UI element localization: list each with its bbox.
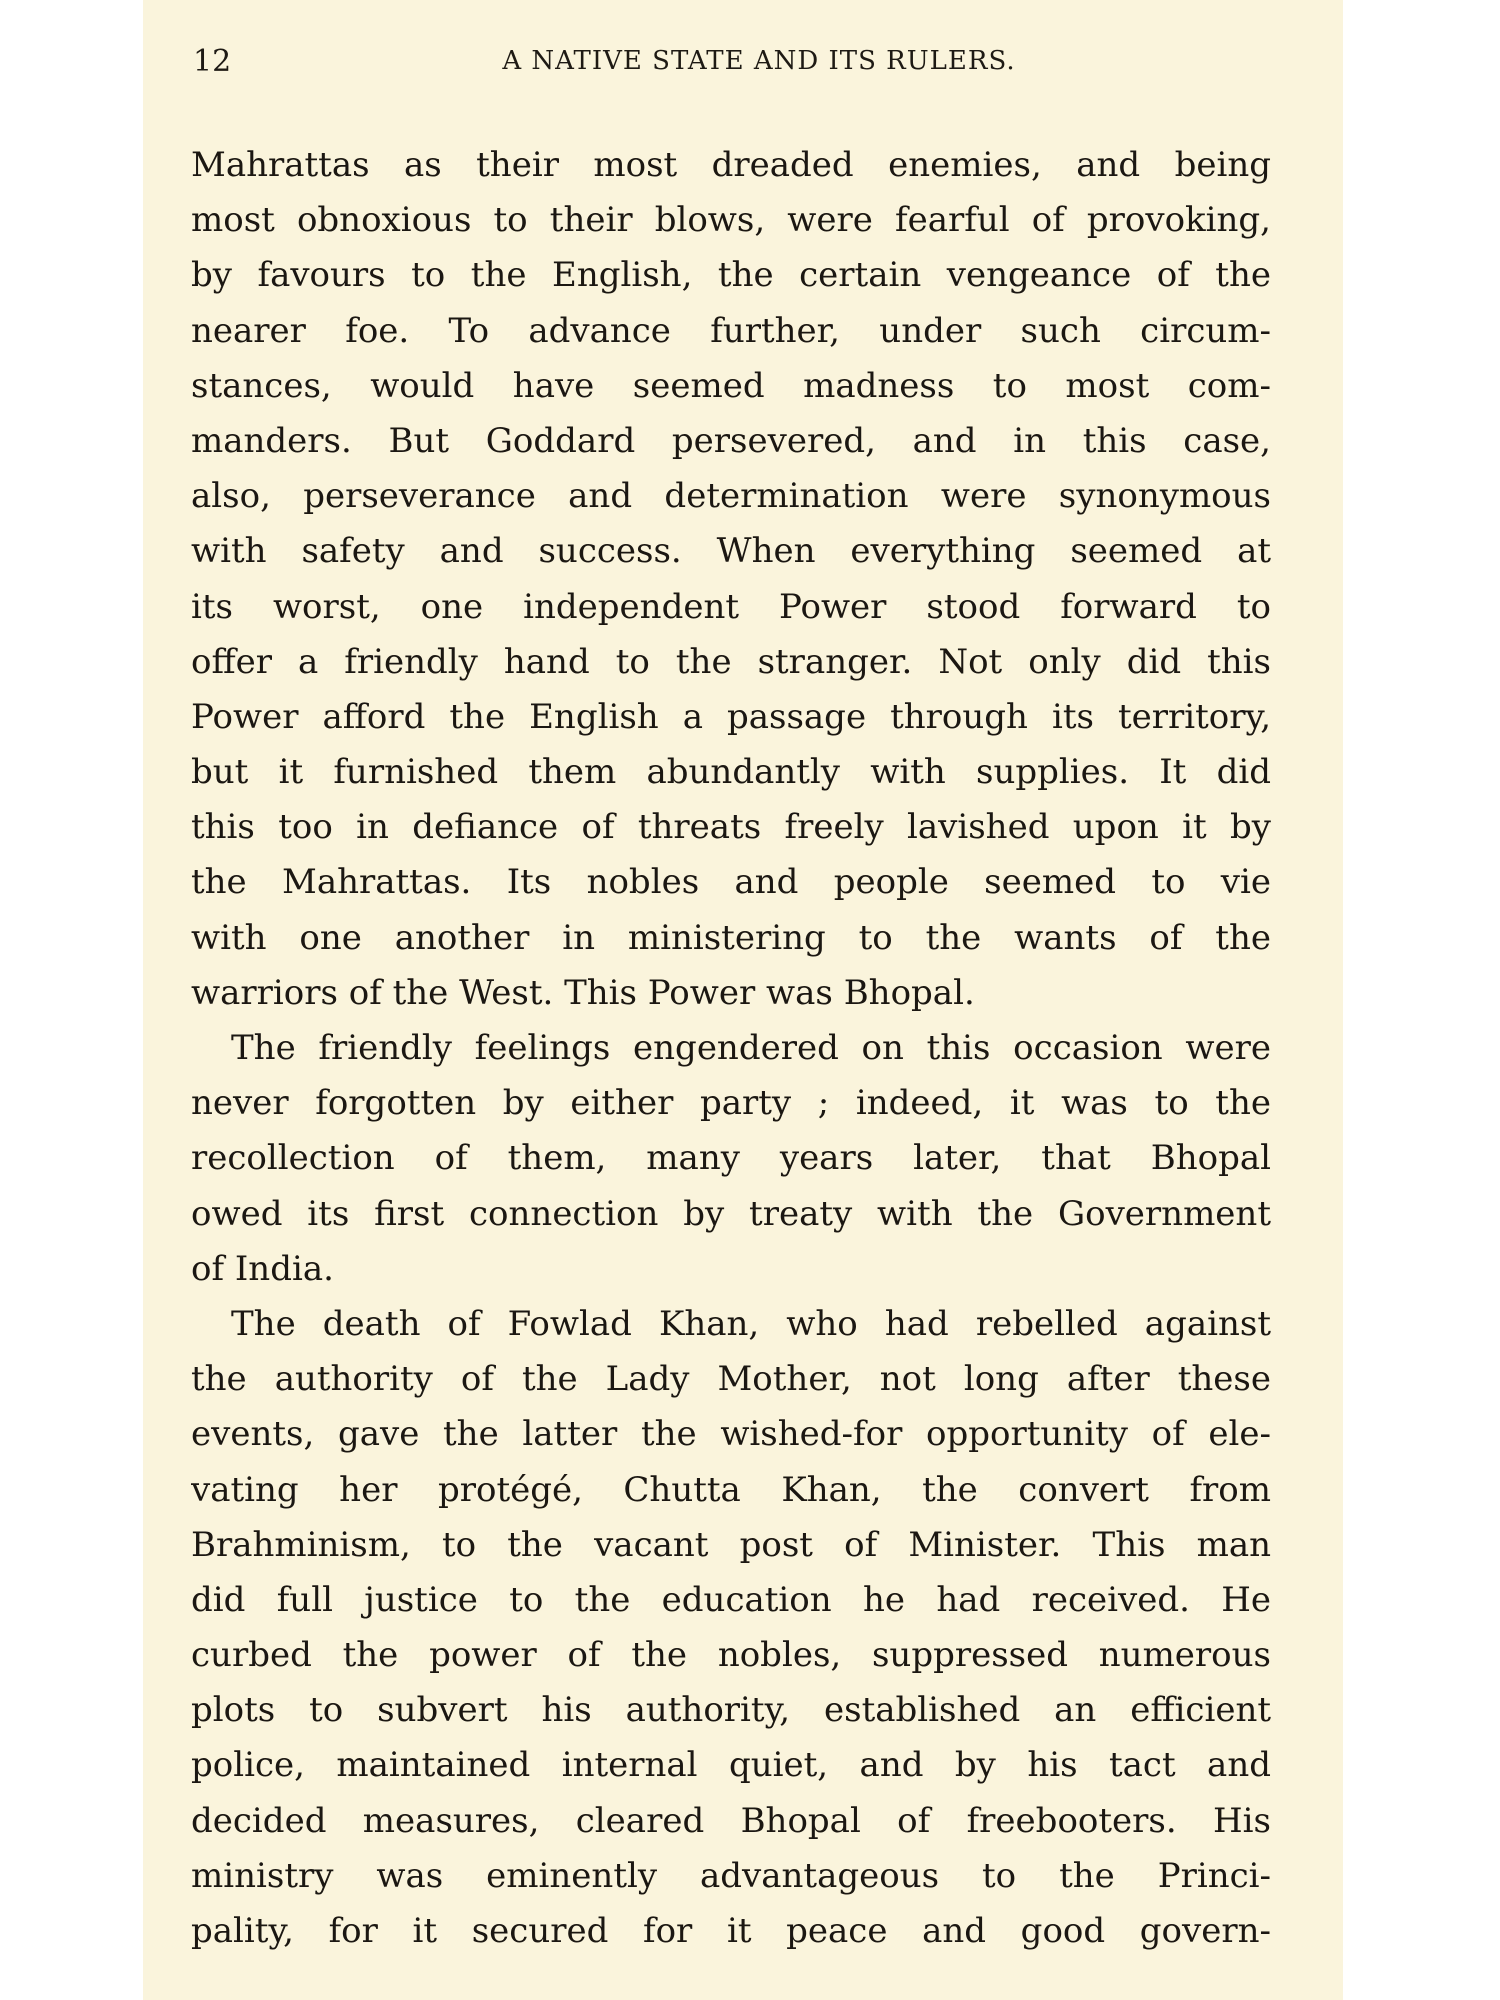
text-line: decided measures, cleared Bhopal of freebooters. His <box>191 1800 1271 1841</box>
text-line: Brahminism, to the vacant post of Minister. This man <box>191 1524 1271 1565</box>
text-line: police, maintained internal quiet, and by his tact and <box>191 1745 1271 1786</box>
text-line: did full justice to the education he had received. He <box>191 1579 1271 1620</box>
text-line: its worst, one independent Power stood forward to <box>191 586 1271 627</box>
running-head <box>193 42 1285 92</box>
text-line: never forgotten by either party ; indeed, it was to the <box>191 1083 1271 1124</box>
paragraph-1 <box>191 138 1271 1021</box>
book-page <box>143 0 1343 2000</box>
text-line: nearer foe. To advance further, under such circum- <box>191 310 1271 351</box>
text-line: this too in defiance of threats freely lavished upon it by <box>191 807 1271 848</box>
text-line: by favours to the English, the certain vengeance of the <box>191 255 1271 296</box>
text-line: owed its first connection by treaty with the Government <box>191 1193 1271 1234</box>
running-title: A NATIVE STATE AND ITS RULERS. <box>502 46 1016 76</box>
text-line: stances, would have seemed madness to most com- <box>191 365 1271 406</box>
text-line: the Mahrattas. Its nobles and people seemed to vie <box>191 862 1271 903</box>
text-line: plots to subvert his authority, established an efficient <box>191 1690 1271 1731</box>
text-line: events, gave the latter the wished-for opportunity of ele- <box>191 1414 1271 1455</box>
text-line: also, perseverance and determination were synonymous <box>191 476 1271 517</box>
text-line: manders. But Goddard persevered, and in this case, <box>191 420 1271 461</box>
paragraph-3 <box>191 1297 1271 1959</box>
text-line: vating her protégé, Chutta Khan, the convert from <box>191 1469 1271 1510</box>
text-line: Power afford the English a passage through its territory, <box>191 696 1271 737</box>
text-line: with safety and success. When everything seemed at <box>191 531 1271 572</box>
text-line: pality, for it secured for it peace and good govern- <box>191 1911 1271 1951</box>
text-line: warriors of the West. This Power was Bhopal. <box>191 972 975 1013</box>
paragraph-2 <box>191 1021 1271 1297</box>
text-line: the authority of the Lady Mother, not long after these <box>191 1359 1271 1400</box>
text-line: of India. <box>191 1248 334 1289</box>
text-line: The friendly feelings engendered on this occasion were <box>231 1028 1271 1068</box>
text-line: ministry was eminently advantageous to the Princi- <box>191 1855 1271 1896</box>
text-line: curbed the power of the nobles, suppressed numerous <box>191 1635 1271 1676</box>
text-line: recollection of them, many years later, that Bhopal <box>191 1138 1271 1179</box>
text-line: The death of Fowlad Khan, who had rebelled against <box>231 1303 1271 1344</box>
text-line: offer a friendly hand to the stranger. Not only did this <box>191 641 1271 682</box>
text-line: with one another in ministering to the wants of the <box>191 917 1271 958</box>
text-line: Mahrattas as their most dreaded enemies, and being <box>191 145 1271 185</box>
text-line: most obnoxious to their blows, were fearful of provoking, <box>191 200 1271 241</box>
text-line: but it furnished them abundantly with supplies. It did <box>191 752 1271 793</box>
body-text <box>191 138 1271 1959</box>
page-number: 12 <box>193 44 232 79</box>
